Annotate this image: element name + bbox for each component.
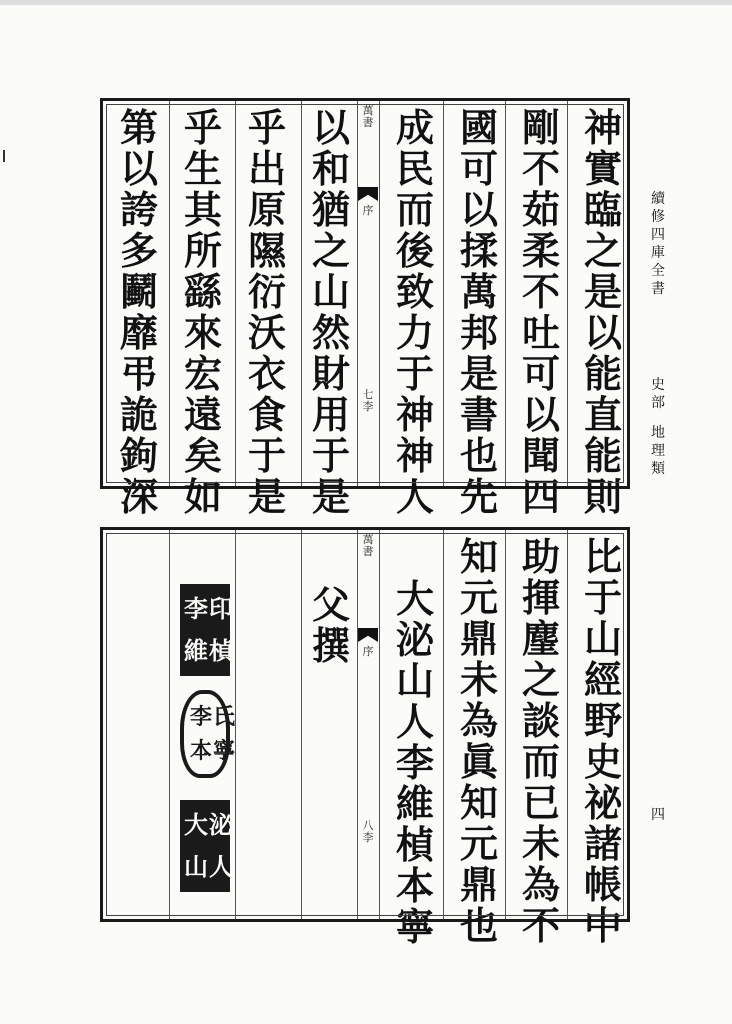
character: 誇 (119, 187, 158, 232)
character: 帳 (583, 862, 622, 907)
character: 四 (651, 227, 665, 243)
column-rule (235, 530, 236, 919)
character: 李 (362, 400, 374, 413)
scan-stray-mark (3, 150, 5, 162)
character: 揉 (459, 228, 498, 273)
character: 也 (459, 433, 498, 478)
character: 猶 (311, 187, 350, 232)
character: 史 (651, 377, 665, 393)
character: 剛 (521, 105, 560, 150)
character: 為 (459, 698, 498, 743)
text-column-4 (383, 578, 447, 947)
character: 書 (362, 116, 374, 129)
character: 吐 (521, 310, 560, 355)
center-section (357, 646, 379, 658)
character: 如 (183, 474, 222, 519)
character: 書 (362, 545, 374, 558)
character: 茹 (521, 187, 560, 232)
page-number: 四 (651, 807, 665, 823)
seal-3 (180, 800, 233, 892)
character: 中 (583, 903, 622, 948)
seal-character: 維 (184, 636, 208, 666)
character: 沃 (247, 310, 286, 355)
text-column-3 (447, 107, 511, 517)
section-label (651, 376, 665, 412)
seal-character: 印 (209, 593, 233, 623)
text-column-4 (383, 107, 447, 517)
character: 于 (247, 433, 286, 478)
character: 來 (183, 310, 222, 355)
character: 以 (311, 105, 350, 150)
character: 聞 (521, 433, 560, 478)
character: 撰 (311, 623, 350, 668)
character: 是 (459, 351, 498, 396)
character: 成 (395, 105, 434, 150)
character: 寧 (395, 904, 434, 949)
character: 財 (311, 351, 350, 396)
text-column-5 (299, 584, 363, 666)
center-folio (357, 389, 379, 413)
character: 麈 (521, 616, 560, 661)
seal-character: 山 (184, 852, 208, 882)
character: 矣 (183, 433, 222, 478)
seal-1 (180, 584, 233, 676)
character: 以 (521, 392, 560, 437)
character: 力 (395, 310, 434, 355)
character: 鬬 (119, 269, 158, 314)
character: 父 (311, 582, 350, 627)
text-column-5 (299, 107, 363, 517)
column-rule (379, 530, 380, 919)
character: 李 (362, 831, 374, 844)
character: 書 (651, 281, 665, 297)
center-margin (357, 530, 379, 919)
character: 致 (395, 269, 434, 314)
text-column-6 (235, 107, 299, 517)
character: 鼎 (459, 616, 498, 661)
character: 第 (119, 105, 158, 150)
character: 之 (311, 228, 350, 273)
character: 是 (583, 269, 622, 314)
collection-title (651, 190, 665, 298)
text-column-8 (107, 107, 171, 517)
character: 是 (311, 474, 350, 519)
character: 續 (651, 191, 665, 207)
character: 之 (521, 657, 560, 702)
character: 不 (521, 146, 560, 191)
text-column-2 (509, 107, 573, 517)
character: 助 (521, 534, 560, 579)
character: 未 (521, 821, 560, 866)
character: 國 (459, 105, 498, 150)
character: 而 (395, 187, 434, 232)
character: 諸 (583, 821, 622, 866)
seal-character: 本 (190, 738, 213, 765)
character: 本 (395, 863, 434, 908)
fish-tail-mark (358, 187, 378, 201)
character: 經 (583, 657, 622, 702)
character: 眞 (459, 739, 498, 784)
character: 揮 (521, 575, 560, 620)
character: 隰 (247, 228, 286, 273)
character: 直 (583, 392, 622, 437)
character: 鼎 (459, 862, 498, 907)
seal-character: 寧 (213, 738, 236, 765)
character: 萬 (362, 104, 374, 117)
column-rule (379, 101, 380, 486)
character: 知 (459, 780, 498, 825)
character: 神 (395, 433, 434, 478)
character: 理 (651, 443, 665, 459)
character: 祕 (583, 780, 622, 825)
character: 維 (395, 781, 434, 826)
character: 談 (521, 698, 560, 743)
character: 于 (311, 433, 350, 478)
character: 于 (395, 351, 434, 396)
character: 以 (583, 310, 622, 355)
center-title (357, 105, 379, 129)
character: 弔 (119, 351, 158, 396)
character: 知 (459, 534, 498, 579)
character: 萬 (362, 533, 374, 546)
character: 可 (521, 351, 560, 396)
character: 全 (651, 263, 665, 279)
character: 大 (395, 576, 434, 621)
center-margin (357, 101, 379, 486)
character: 宏 (183, 351, 222, 396)
character: 食 (247, 392, 286, 437)
character: 乎 (183, 105, 222, 150)
character: 是 (247, 474, 286, 519)
character: 能 (583, 433, 622, 478)
character: 萬 (459, 269, 498, 314)
character: 部 (651, 395, 665, 411)
character: 神 (395, 392, 434, 437)
character: 用 (311, 392, 350, 437)
character: 原 (247, 187, 286, 232)
seal-character: 李 (184, 593, 208, 623)
character: 多 (119, 228, 158, 273)
character: 七 (362, 388, 374, 401)
character: 泌 (395, 617, 434, 662)
character: 後 (395, 228, 434, 273)
character: 楨 (395, 822, 434, 867)
character: 于 (583, 575, 622, 620)
center-folio (357, 820, 379, 844)
character: 人 (395, 699, 434, 744)
character: 乎 (247, 105, 286, 150)
character: 鉤 (119, 433, 158, 478)
character: 可 (459, 146, 498, 191)
character: 李 (395, 740, 434, 785)
character: 書 (459, 392, 498, 437)
text-column-2 (509, 536, 573, 946)
character: 人 (395, 474, 434, 519)
text-column-1 (571, 107, 635, 517)
character: 和 (311, 146, 350, 191)
character: 深 (119, 474, 158, 519)
character: 已 (521, 780, 560, 825)
character: 地 (651, 425, 665, 441)
seal-character: 李 (190, 703, 213, 730)
scan-top-edge (0, 0, 732, 5)
character: 衍 (247, 269, 286, 314)
center-section (357, 205, 379, 217)
character: 不 (521, 269, 560, 314)
top-page-panel (100, 98, 630, 519)
character: 未 (459, 657, 498, 702)
character: 實 (583, 146, 622, 191)
character: 生 (183, 146, 222, 191)
character: 也 (459, 903, 498, 948)
character: 柔 (521, 228, 560, 273)
character: 靡 (119, 310, 158, 355)
text-column-1 (571, 536, 635, 946)
character: 所 (183, 228, 222, 273)
character: 為 (521, 862, 560, 907)
character: 先 (459, 474, 498, 519)
character: 民 (395, 146, 434, 191)
character: 山 (395, 658, 434, 703)
character: 遠 (183, 392, 222, 437)
seal-character: 楨 (209, 636, 233, 666)
character: 然 (311, 310, 350, 355)
character: 詭 (119, 392, 158, 437)
seal-character: 大 (184, 809, 208, 839)
character: 繇 (183, 269, 222, 314)
character: 野 (583, 698, 622, 743)
character: 庫 (651, 245, 665, 261)
character: 不 (521, 903, 560, 948)
seal-2 (180, 690, 236, 778)
character: 之 (583, 228, 622, 273)
character: 序 (362, 204, 374, 217)
character: 元 (459, 575, 498, 620)
character: 八 (362, 819, 374, 832)
character: 四 (521, 474, 560, 519)
text-column-3 (447, 536, 511, 946)
character: 神 (583, 105, 622, 150)
category-label (651, 424, 665, 478)
character: 山 (583, 616, 622, 661)
seal-character: 泌 (209, 809, 233, 839)
character: 出 (247, 146, 286, 191)
seal-character: 氏 (213, 703, 236, 730)
character: 史 (583, 739, 622, 784)
character: 修 (651, 209, 665, 225)
character: 以 (119, 146, 158, 191)
bottom-page-panel (100, 527, 630, 949)
center-title (357, 534, 379, 558)
character: 能 (583, 351, 622, 396)
fish-tail-mark (358, 628, 378, 642)
character: 臨 (583, 187, 622, 232)
text-column-7 (171, 107, 235, 517)
column-rule (169, 530, 170, 919)
character: 邦 (459, 310, 498, 355)
character: 元 (459, 821, 498, 866)
character: 比 (583, 534, 622, 579)
character: 序 (362, 645, 374, 658)
character: 以 (459, 187, 498, 232)
character: 衣 (247, 351, 286, 396)
character: 類 (651, 461, 665, 477)
character: 山 (311, 269, 350, 314)
character: 其 (183, 187, 222, 232)
character: 而 (521, 739, 560, 784)
character: 則 (583, 474, 622, 519)
seal-character: 人 (209, 852, 233, 882)
